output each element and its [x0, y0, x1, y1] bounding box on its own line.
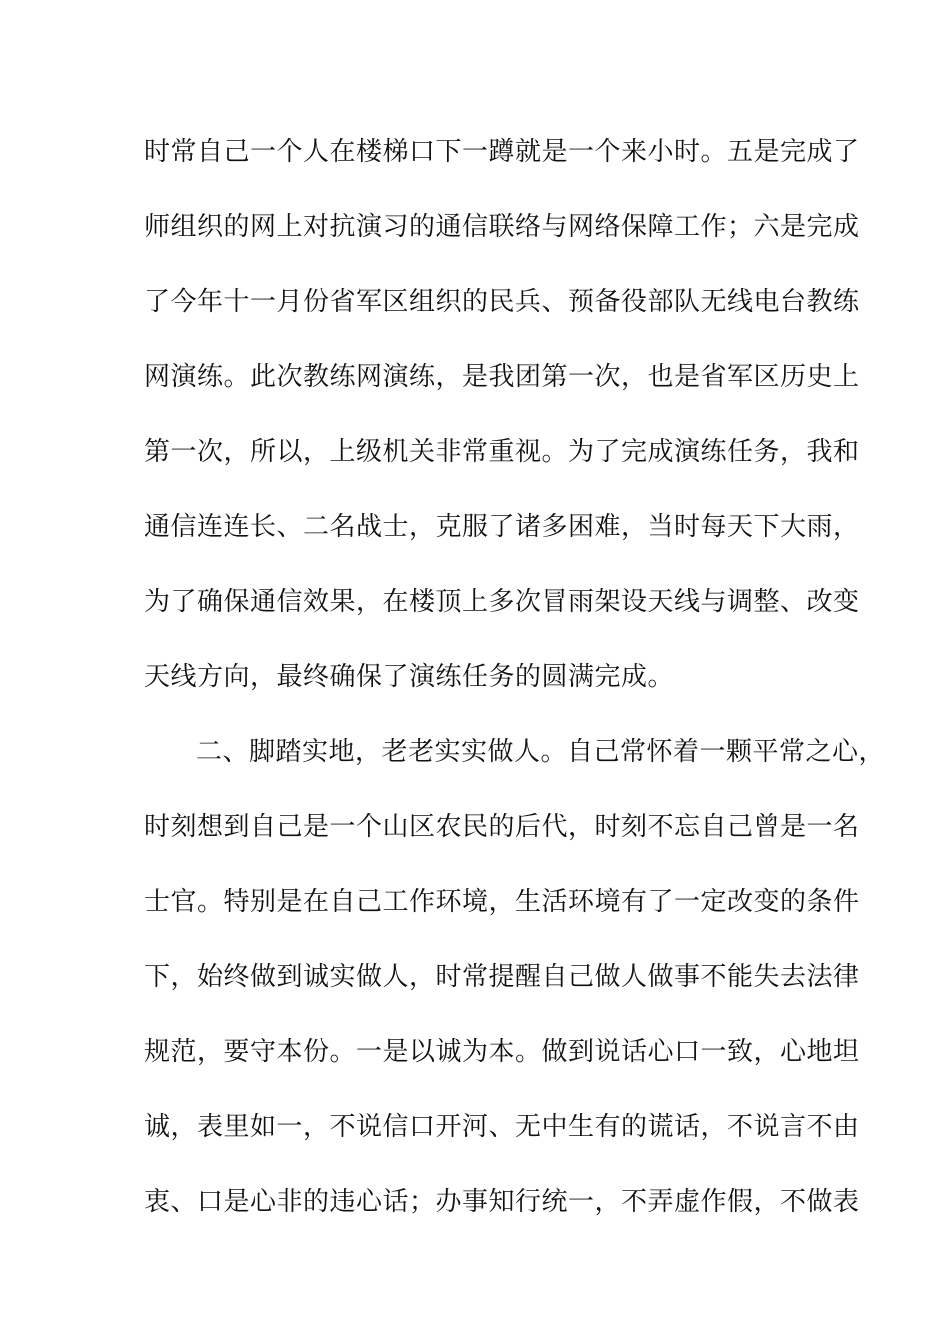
text-line: 时刻想到自己是一个山区农民的后代，时刻不忘自己曾是一名 — [144, 812, 860, 842]
text-line: 通信连连长、二名战士，克服了诸多困难，当时每天下大雨， — [144, 512, 860, 542]
body-text — [144, 128, 886, 1253]
text-line: 为了确保通信效果，在楼顶上多次冒雨架设天线与调整、改变 — [144, 587, 860, 617]
text-line: 诚，表里如一，不说信口开河、无中生有的谎话，不说言不由 — [144, 1112, 860, 1142]
text-line: 天线方向，最终确保了演练任务的圆满完成。 — [144, 662, 675, 692]
text-line: 下，始终做到诚实做人，时常提醒自己做人做事不能失去法律 — [144, 962, 860, 992]
text-line: 第一次，所以，上级机关非常重视。为了完成演练任务，我和 — [144, 437, 860, 467]
text-line: 士官。特别是在自己工作环境，生活环境有了一定改变的条件 — [144, 887, 860, 917]
text-line: 衷、口是心非的违心话；办事知行统一，不弄虚作假，不做表 — [144, 1187, 860, 1217]
text-line: 规范，要守本份。一是以诚为本。做到说话心口一致，心地坦 — [144, 1037, 860, 1067]
text-line: 师组织的网上对抗演习的通信联络与网络保障工作；六是完成 — [144, 212, 860, 242]
text-line: 了今年十一月份省军区组织的民兵、预备役部队无线电台教练 — [144, 287, 860, 317]
text-line: 时常自己一个人在楼梯口下一蹲就是一个来小时。五是完成了 — [144, 137, 860, 167]
text-line: 网演练。此次教练网演练，是我团第一次，也是省军区历史上 — [144, 362, 860, 392]
paragraph-start-line: 二、脚踏实地，老老实实做人。自己常怀着一颗平常之心， — [196, 737, 886, 767]
